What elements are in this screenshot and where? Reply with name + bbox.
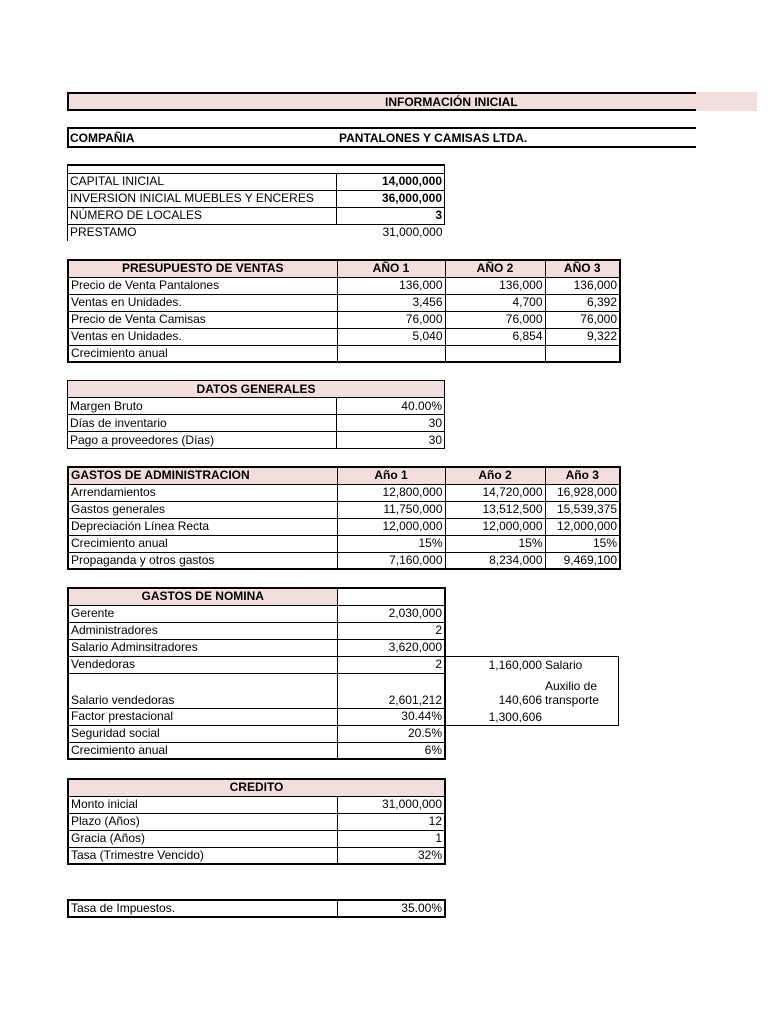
cell-value: 9,469,100 (545, 552, 620, 569)
cell-value: 2 (337, 622, 445, 639)
impuestos-value: 35.00% (337, 900, 445, 917)
cell-value: 12,000,000 (445, 518, 545, 535)
cell-value: 12 (337, 813, 445, 830)
row-label: Ventas en Unidades. (68, 328, 337, 345)
cell-value: 9,322 (545, 328, 620, 345)
company-bar (67, 127, 696, 148)
row-label: Tasa (Trimestre Vencido) (68, 847, 337, 864)
table-row (68, 900, 445, 917)
table-row (68, 830, 445, 847)
table-row (68, 813, 445, 830)
table-row (68, 328, 620, 345)
table-header-row (68, 260, 620, 277)
cell-value: 76,000 (445, 311, 545, 328)
table-row (68, 311, 620, 328)
table-row (68, 656, 445, 673)
nomina-title: GASTOS DE NOMINA (68, 588, 337, 605)
cell-value: 30 (337, 432, 445, 449)
table-row (68, 535, 620, 552)
row-label: Propaganda y otros gastos (68, 552, 337, 569)
row-label: Gastos generales (68, 501, 337, 518)
table-row (68, 605, 445, 622)
table-row (68, 398, 445, 415)
cell-value: 136,000 (445, 277, 545, 294)
ventas-header: PRESUPUESTO DE VENTAS (68, 260, 337, 277)
nomina-title-blank (337, 588, 445, 605)
cell-value: 40.00% (337, 398, 445, 415)
row-label: Plazo (Años) (68, 813, 337, 830)
ventas-header: AÑO 1 (337, 260, 445, 277)
cell-value: 20.5% (337, 725, 445, 742)
table-row (68, 796, 445, 813)
table-header-row (68, 467, 620, 484)
cell-value: 6% (337, 742, 445, 759)
table-row (68, 742, 445, 759)
cell-value: 15% (445, 535, 545, 552)
capital-spacer (68, 165, 445, 173)
company-name: PANTALONES Y CAMISAS LTDA. (339, 130, 528, 145)
ventas-header: AÑO 3 (545, 260, 620, 277)
row-label: Crecimiento anual (68, 535, 337, 552)
cell-value: 136,000 (545, 277, 620, 294)
cell-value: 11,750,000 (337, 501, 445, 518)
row-label: Factor prestacional (68, 708, 337, 725)
cell-value: 2,601,212 (337, 673, 445, 708)
row-label: Gerente (68, 605, 337, 622)
salario-value: 1,160,000 (488, 658, 542, 672)
cell-value: 6,854 (445, 328, 545, 345)
row-label: Ventas en Unidades. (68, 294, 337, 311)
admin-header: Año 1 (337, 467, 445, 484)
generales-table (67, 380, 445, 449)
cell-value (337, 345, 445, 362)
admin-header: GASTOS DE ADMINISTRACION (68, 467, 337, 484)
cell-value (545, 345, 620, 362)
capital-label: NÚMERO DE LOCALES (68, 207, 337, 224)
cell-value: 2,030,000 (337, 605, 445, 622)
cell-value: 5,040 (337, 328, 445, 345)
cell-value: 15% (545, 535, 620, 552)
table-row (68, 415, 445, 432)
capital-value: 36,000,000 (337, 190, 445, 207)
row-label: Vendedoras (68, 656, 337, 673)
capital-value: 3 (337, 207, 445, 224)
table-row (68, 277, 620, 294)
title-bar (67, 92, 696, 111)
row-label: Gracia (Años) (68, 830, 337, 847)
table-row (68, 639, 445, 656)
impuestos-label: Tasa de Impuestos. (68, 900, 337, 917)
capital-table (67, 164, 445, 241)
capital-label: INVERSION INICIAL MUEBLES Y ENCERES (68, 190, 337, 207)
capital-value: 31,000,000 (382, 225, 443, 240)
row-label: Salario vendedoras (68, 673, 337, 708)
cell-value: 1 (337, 830, 445, 847)
table-header-row (68, 381, 445, 398)
cell-value: 76,000 (337, 311, 445, 328)
table-row (68, 518, 620, 535)
cell-value: 16,928,000 (545, 484, 620, 501)
cell-value: 7,160,000 (337, 552, 445, 569)
cell-value: 76,000 (545, 311, 620, 328)
cell-value: 32% (337, 847, 445, 864)
row-label: Pago a proveedores (Días) (68, 432, 337, 449)
cell-value (445, 345, 545, 362)
table-row (68, 708, 445, 725)
auxilio-label-2: transporte (545, 693, 600, 707)
table-row (68, 345, 620, 362)
cell-value: 31,000,000 (337, 796, 445, 813)
table-row (68, 622, 445, 639)
cell-value: 2 (337, 656, 445, 673)
cell-value: 13,512,500 (445, 501, 545, 518)
capital-label: PRESTAMO (70, 225, 137, 240)
table-row (68, 847, 445, 864)
admin-header: Año 3 (545, 467, 620, 484)
table-row (68, 725, 445, 742)
cell-value: 15% (337, 535, 445, 552)
cell-value: 12,000,000 (545, 518, 620, 535)
ventas-header: AÑO 2 (445, 260, 545, 277)
cell-value: 30 (337, 415, 445, 432)
table-row (68, 190, 445, 207)
cell-value: 30.44% (337, 708, 445, 725)
cell-value: 3,620,000 (337, 639, 445, 656)
nomina-total-value: 1,300,606 (488, 710, 542, 724)
table-row (68, 432, 445, 449)
row-label: Crecimiento anual (68, 345, 337, 362)
impuestos-table (67, 899, 446, 918)
row-label: Administradores (68, 622, 337, 639)
table-row (68, 294, 620, 311)
page-title: INFORMACIÓN INICIAL (385, 94, 518, 109)
table-row (68, 207, 445, 224)
table-row (68, 673, 445, 708)
nomina-table (67, 587, 446, 760)
cell-value: 136,000 (337, 277, 445, 294)
cell-value: 12,000,000 (337, 518, 445, 535)
credito-table (67, 778, 446, 865)
row-label: Crecimiento anual (68, 742, 337, 759)
row-label: Salario Adminsitradores (68, 639, 337, 656)
table-row (68, 484, 620, 501)
row-label: Seguridad social (68, 725, 337, 742)
cell-value: 6,392 (545, 294, 620, 311)
table-row (68, 501, 620, 518)
company-label: COMPAÑIA (70, 130, 135, 145)
ventas-table (67, 259, 621, 363)
row-label: Días de inventario (68, 415, 337, 432)
table-header-row (68, 588, 445, 605)
table-row (68, 173, 445, 190)
table-row (68, 224, 445, 241)
row-label: Precio de Venta Pantalones (68, 277, 337, 294)
row-label: Arrendamientos (68, 484, 337, 501)
cell-value: 8,234,000 (445, 552, 545, 569)
cell-value: 4,700 (445, 294, 545, 311)
cell-value: 3,456 (337, 294, 445, 311)
generales-title: DATOS GENERALES (68, 381, 445, 398)
cell-value: 12,800,000 (337, 484, 445, 501)
admin-table (67, 466, 621, 570)
title-bar-extension (696, 92, 757, 111)
capital-value: 14,000,000 (337, 173, 445, 190)
table-header-row (68, 779, 445, 796)
row-label: Precio de Venta Camisas (68, 311, 337, 328)
auxilio-label-1: Auxilio de (545, 679, 598, 693)
salario-label: Salario (545, 658, 583, 672)
nomina-side-box (444, 656, 619, 726)
capital-label: CAPITAL INICIAL (68, 173, 337, 190)
credito-title: CREDITO (68, 779, 445, 796)
row-label: Monto inicial (68, 796, 337, 813)
admin-header: Año 2 (445, 467, 545, 484)
row-label: Depreciación Línea Recta (68, 518, 337, 535)
table-row (68, 552, 620, 569)
auxilio-value: 140,606 (498, 693, 542, 707)
row-label: Margen Bruto (68, 398, 337, 415)
cell-value: 15,539,375 (545, 501, 620, 518)
cell-value: 14,720,000 (445, 484, 545, 501)
